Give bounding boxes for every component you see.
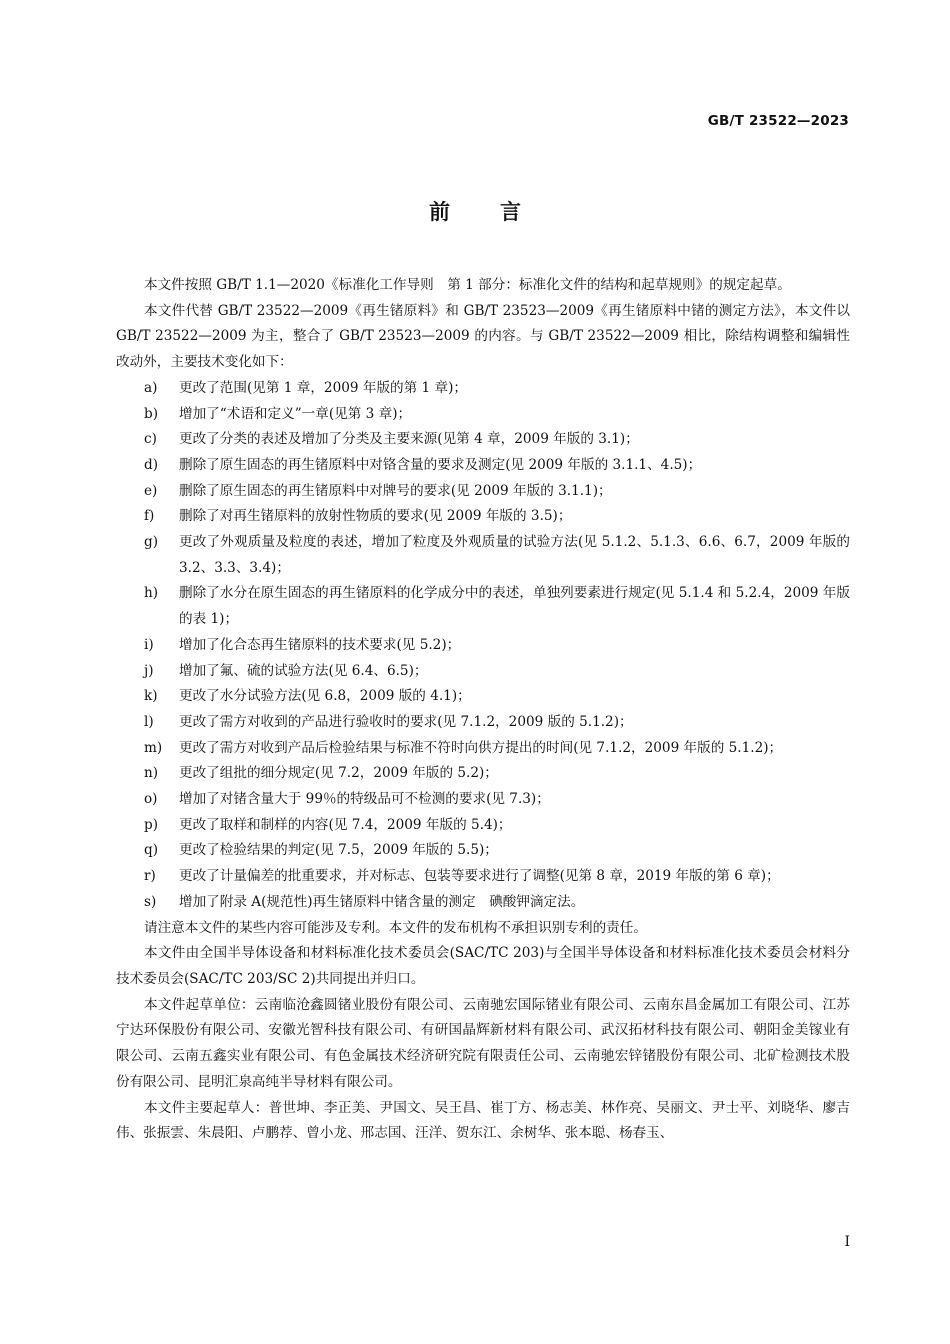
list-item-text: 更改了外观质量及粒度的表述，增加了粒度及外观质量的试验方法(见 5.1.2、5.1.3、6.6、6.7，2009 年版的 3.2、3.3、3.4)；	[179, 534, 850, 576]
list-item	[144, 761, 850, 787]
list-item	[144, 633, 850, 659]
list-item-label: c)	[144, 431, 157, 448]
list-item	[144, 864, 850, 890]
drafting-units-paragraph: 本文件起草单位：云南临沧鑫圆锗业股份有限公司、云南驰宏国际锗业有限公司、云南东昌金属加工有限公司、江苏宁达环保股份有限公司、安徽光智科技有限公司、有研国晶辉新材料有限公司、武汉拓材科技有限公司、朝阳金美镓业有限公司、云南五鑫实业有限公司、有色金属技术经济研究院有限责任公司、云南驰宏锌锗股份有限公司、北矿检测技术股份有限公司、昆明汇泉高纯半导材料有限公司。	[116, 996, 850, 1090]
list-item-text: 增加了附录 A(规范性)再生锗原料中锗含量的测定 碘酸钾滴定法。	[179, 893, 585, 910]
list-item-label: k)	[144, 688, 158, 705]
list-item	[144, 581, 850, 632]
list-item-text: 删除了原生固态的再生锗原料中对牌号的要求(见 2009 年版的 3.1.1)；	[179, 482, 612, 499]
list-item-text: 更改了取样和制样的内容(见 7.4，2009 年版的 5.4)；	[179, 816, 512, 833]
list-item-text: 增加了化合态再生锗原料的技术要求(见 5.2)；	[179, 636, 461, 653]
list-item-text: 增加了对锗含量大于 99％的特级品可不检测的要求(见 7.3)；	[179, 791, 550, 808]
list-item-label: l)	[144, 713, 154, 730]
intro-paragraph: 本文件按照 GB/T 1.1—2020《标准化工作导则 第 1 部分：标准化文件的结构和起草规则》的规定起草。	[144, 277, 791, 293]
list-item	[144, 376, 850, 402]
list-item-label: h)	[144, 585, 159, 602]
list-item-label: j)	[144, 662, 154, 679]
intro-paragraph: 本文件代替 GB/T 23522—2009《再生锗原料》和 GB/T 23523—2009《再生锗原料中锗的测定方法》，本文件以 GB/T 23522—2009 为主，整合了 GB/T 23523—2009 的内容。与 GB/T 23522—2009 相比，除结构调整和编辑性改动外，主要技术变化如下：	[116, 302, 850, 371]
list-item-text: 更改了需方对收到产品后检验结果与标准不符时向供方提出的时间(见 7.1.2，2009 年版的 5.1.2)；	[179, 739, 783, 756]
list-item-text: 删除了对再生锗原料的放射性物质的要求(见 2009 年版的 3.5)；	[179, 508, 572, 525]
list-item-text: 增加了氟、硫的试验方法(见 6.4、6.5)；	[179, 662, 428, 679]
list-item	[144, 453, 850, 479]
list-item-label: m)	[144, 739, 163, 756]
list-item-label: d)	[144, 456, 159, 473]
page-title: 前言	[429, 200, 571, 224]
drafters-paragraph: 本文件主要起草人：普世坤、李正美、尹国文、吴王昌、崔丁方、杨志美、林作亮、吴丽文、尹士平、刘晓华、廖吉伟、张振雲、朱晨阳、卢鹏荐、曾小龙、邢志国、汪洋、贺东江、余树华、张本聪、杨春玉、	[116, 1099, 850, 1142]
list-item	[144, 659, 850, 685]
list-item	[144, 813, 850, 839]
list-item-text: 更改了组批的细分规定(见 7.2，2009 年版的 5.2)；	[179, 765, 498, 782]
list-item-label: g)	[144, 534, 159, 551]
list-item-label: o)	[144, 791, 158, 808]
list-item-text: 更改了需方对收到的产品进行验收时的要求(见 7.1.2，2009 版的 5.1.2)；	[179, 713, 633, 730]
list-item	[144, 838, 850, 864]
list-item-text: 更改了计量偏差的批重要求，并对标志、包装等要求进行了调整(见第 8 章，2019 年版的第 6 章)；	[179, 868, 780, 885]
list-item	[144, 504, 850, 530]
changes-list	[116, 376, 850, 916]
list-item-text: 更改了分类的表述及增加了分类及主要来源(见第 4 章，2009 年版的 3.1)；	[179, 431, 639, 448]
list-item-label: e)	[144, 482, 158, 499]
list-item	[144, 710, 850, 736]
list-item	[144, 402, 850, 428]
list-item-text: 更改了范围(见第 1 章，2009 年版的第 1 章)；	[179, 379, 468, 396]
list-item-label: a)	[144, 379, 158, 396]
list-item-label: f)	[144, 508, 155, 525]
list-item	[144, 787, 850, 813]
list-item	[144, 427, 850, 453]
list-item	[144, 479, 850, 505]
list-item	[144, 530, 850, 581]
proposer-paragraph: 本文件由全国半导体设备和材料标准化技术委员会(SAC/TC 203)与全国半导体设备和材料标准化技术委员会材料分技术委员会(SAC/TC 203/SC 2)共同提出并归口。	[116, 945, 850, 987]
list-item-label: b)	[144, 405, 159, 422]
page-number: I	[844, 1234, 850, 1250]
list-item-text: 更改了检验结果的判定(见 7.5，2009 年版的 5.5)；	[179, 842, 498, 859]
list-item-label: i)	[144, 636, 154, 653]
list-item-label: p)	[144, 816, 159, 833]
list-item-text: 删除了水分在原生固态的再生锗原料的化学成分中的表述，单独列要素进行规定(见 5.1.4 和 5.2.4，2009 年版的表 1)；	[179, 585, 850, 628]
list-item-label: n)	[144, 765, 159, 782]
list-item	[144, 736, 850, 762]
list-item-label: r)	[144, 868, 156, 885]
list-item	[144, 890, 850, 916]
document-body	[116, 273, 850, 1147]
list-item-text: 增加了“术语和定义”一章(见第 3 章)；	[179, 405, 412, 422]
list-item-label: s)	[144, 893, 157, 910]
list-item-text: 更改了水分试验方法(见 6.8，2009 版的 4.1)；	[179, 688, 471, 705]
list-item-label: q)	[144, 842, 159, 859]
list-item	[144, 684, 850, 710]
patent-notice-paragraph: 请注意本文件的某些内容可能涉及专利。本文件的发布机构不承担识别专利的责任。	[144, 919, 647, 936]
list-item-text: 删除了原生固态的再生锗原料中对铬含量的要求及测定(见 2009 年版的 3.1.1、4.5)；	[179, 456, 702, 473]
standard-code: GB/T 23522—2023	[707, 113, 849, 129]
